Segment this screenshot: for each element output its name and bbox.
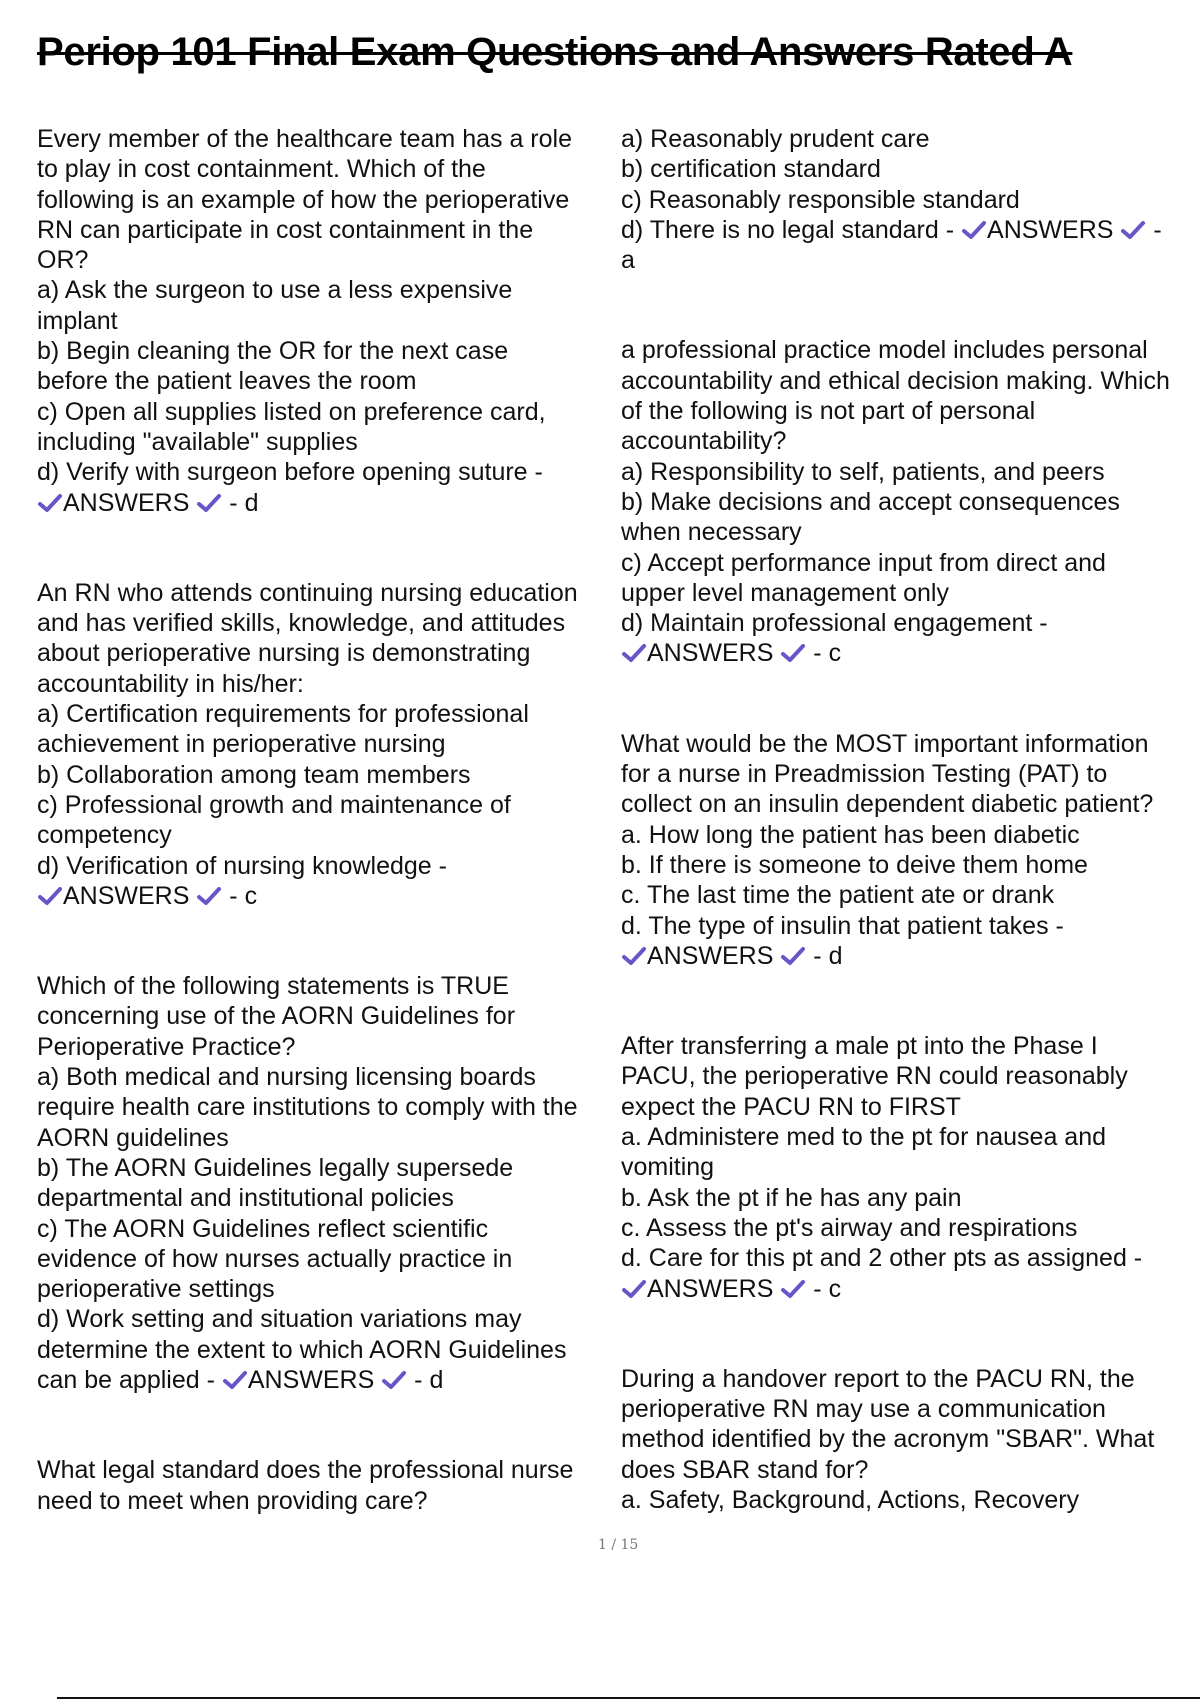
option-line: require health care institutions to comply with the bbox=[37, 1093, 578, 1122]
option-line: b. Ask the pt if he has any pain bbox=[621, 1183, 962, 1212]
option-line: a) Both medical and nursing licensing boards bbox=[37, 1063, 536, 1092]
option-line: b) The AORN Guidelines legally supersede bbox=[37, 1153, 514, 1182]
answers-label: ANSWERS bbox=[247, 1365, 375, 1394]
option-line: competency bbox=[37, 821, 172, 850]
question-aorn-guidelines bbox=[37, 971, 605, 1395]
question-line: following is an example of how the perioperative bbox=[37, 185, 570, 214]
question-line: What legal standard does the professional nurse bbox=[37, 1456, 574, 1485]
option-line: evidence of how nurses actually practice in bbox=[37, 1244, 513, 1273]
question-line: does SBAR stand for? bbox=[621, 1455, 869, 1484]
page-number: 1 / 15 bbox=[598, 1537, 639, 1553]
question-sbar bbox=[621, 1364, 1196, 1515]
checkmark-icon bbox=[381, 1369, 407, 1391]
option-line: implant bbox=[37, 306, 118, 335]
answer-line: ANSWERS - c bbox=[37, 881, 605, 911]
spacer bbox=[621, 275, 1196, 335]
option-line: a) Ask the surgeon to use a less expensive bbox=[37, 276, 513, 305]
checkmark-icon bbox=[37, 885, 63, 907]
answer-value: a bbox=[621, 246, 635, 275]
option-line: a) Reasonably prudent care bbox=[621, 125, 930, 153]
question-legal-standard-options bbox=[621, 124, 1196, 275]
answer-value: c bbox=[244, 881, 258, 910]
option-line: c) Professional growth and maintenance of bbox=[37, 790, 511, 819]
option-line: a. Administere med to the pt for nausea and bbox=[621, 1123, 1107, 1152]
question-line: During a handover report to the PACU RN, the bbox=[621, 1364, 1135, 1393]
question-line: PACU, the perioperative RN could reasonably bbox=[621, 1062, 1128, 1091]
option-line: a) Responsibility to self, patients, and peers bbox=[621, 457, 1105, 486]
question-legal-standard bbox=[37, 1455, 605, 1516]
checkmark-icon bbox=[621, 1278, 647, 1300]
checkmark-icon bbox=[621, 642, 647, 664]
answer-value: c bbox=[828, 1274, 842, 1303]
option-line: b) certification standard bbox=[621, 155, 881, 184]
question-line: expect the PACU RN to FIRST bbox=[621, 1092, 961, 1121]
question-line: Which of the following statements is TRUE bbox=[37, 972, 509, 1001]
document-title: Periop 101 Final Exam Questions and Answers Rated A bbox=[37, 30, 1073, 74]
option-line: d) Verification of nursing knowledge - bbox=[37, 851, 447, 880]
option-line: b) Make decisions and accept consequences bbox=[621, 487, 1120, 516]
option-line: upper level management only bbox=[621, 578, 949, 607]
checkmark-icon bbox=[780, 1278, 806, 1300]
option-line: perioperative settings bbox=[37, 1275, 275, 1304]
question-line: collect on an insulin dependent diabetic patient? bbox=[621, 790, 1154, 819]
question-line: An RN who attends continuing nursing education bbox=[37, 578, 578, 607]
option-line: a) Certification requirements for professional bbox=[37, 700, 529, 729]
answer-line: can be applied - ANSWERS - d bbox=[37, 1365, 444, 1394]
answers-label: ANSWERS bbox=[63, 488, 190, 517]
answers-label: ANSWERS bbox=[987, 215, 1114, 244]
checkmark-icon bbox=[1120, 219, 1146, 241]
question-line: to play in cost containment. Which of the bbox=[37, 155, 486, 184]
answer-line: d) There is no legal standard - ANSWERS - bbox=[621, 215, 1162, 244]
answers-label: ANSWERS bbox=[647, 639, 774, 668]
answer-value: d bbox=[244, 488, 259, 517]
checkmark-icon bbox=[780, 945, 806, 967]
answers-label: ANSWERS bbox=[63, 881, 190, 910]
question-line: need to meet when providing care? bbox=[37, 1486, 428, 1515]
answer-value: d bbox=[828, 941, 843, 970]
question-line: accountability in his/her: bbox=[37, 669, 304, 698]
question-line: accountability and ethical decision making. Which bbox=[621, 366, 1170, 395]
question-line: perioperative RN may use a communication bbox=[621, 1395, 1106, 1424]
answers-label: ANSWERS bbox=[647, 1274, 774, 1303]
option-line: a. Safety, Background, Actions, Recovery bbox=[621, 1485, 1080, 1514]
footer-divider bbox=[57, 1697, 1200, 1699]
option-line: departmental and institutional policies bbox=[37, 1184, 454, 1213]
spacer bbox=[621, 669, 1196, 729]
question-line: and has verified skills, knowledge, and attitudes bbox=[37, 609, 566, 638]
answer-line: ANSWERS - d bbox=[621, 941, 1196, 971]
option-line: c. Assess the pt's airway and respirations bbox=[621, 1213, 1078, 1242]
question-line: accountability? bbox=[621, 427, 787, 456]
option-line: c) Accept performance input from direct and bbox=[621, 548, 1106, 577]
question-line: a professional practice model includes personal bbox=[621, 336, 1148, 365]
option-line: d) Verify with surgeon before opening suture - bbox=[37, 458, 543, 487]
question-line: RN can participate in cost containment in the bbox=[37, 215, 534, 244]
spacer bbox=[37, 911, 605, 971]
question-continuing-education bbox=[37, 578, 605, 911]
option-line: before the patient leaves the room bbox=[37, 367, 417, 396]
option-line: c) The AORN Guidelines reflect scientific bbox=[37, 1214, 489, 1243]
answer-value: d bbox=[429, 1365, 444, 1394]
option-line: b) Begin cleaning the OR for the next case bbox=[37, 337, 509, 366]
answer-value: c bbox=[828, 639, 842, 668]
option-line: d. Care for this pt and 2 other pts as assigned - bbox=[621, 1244, 1143, 1273]
question-line: for a nurse in Preadmission Testing (PAT) to bbox=[621, 760, 1108, 789]
option-line: d) Work setting and situation variations may bbox=[37, 1305, 522, 1334]
spacer bbox=[621, 971, 1196, 1031]
option-line: d) Maintain professional engagement - bbox=[621, 609, 1048, 638]
option-line: c) Open all supplies listed on preference card, bbox=[37, 397, 546, 426]
option-line: determine the extent to which AORN Guidelines bbox=[37, 1335, 567, 1364]
spacer bbox=[37, 1395, 605, 1455]
question-preadmission-testing bbox=[621, 729, 1196, 971]
answer-line: ANSWERS - c bbox=[621, 1274, 1196, 1304]
option-line: vomiting bbox=[621, 1153, 715, 1182]
answer-line: ANSWERS - c bbox=[621, 638, 1196, 668]
option-line: AORN guidelines bbox=[37, 1123, 229, 1152]
option-line: c. The last time the patient ate or drank bbox=[621, 881, 1055, 910]
question-personal-accountability bbox=[621, 335, 1196, 668]
checkmark-icon bbox=[961, 219, 987, 241]
checkmark-icon bbox=[780, 642, 806, 664]
question-line: Perioperative Practice? bbox=[37, 1032, 296, 1061]
option-tail: d) There is no legal standard - bbox=[621, 215, 955, 244]
question-pacu-transfer bbox=[621, 1031, 1196, 1304]
question-line: concerning use of the AORN Guidelines for bbox=[37, 1002, 516, 1031]
option-line: a. How long the patient has been diabetic bbox=[621, 820, 1080, 849]
answer-line: ANSWERS - d bbox=[37, 488, 605, 518]
spacer bbox=[37, 518, 605, 578]
left-column bbox=[37, 124, 605, 1516]
option-line: b) Collaboration among team members bbox=[37, 760, 471, 789]
right-column bbox=[621, 124, 1196, 1515]
question-line: method identified by the acronym "SBAR". What bbox=[621, 1425, 1155, 1454]
option-line: d. The type of insulin that patient takes - bbox=[621, 911, 1064, 940]
question-line: After transferring a male pt into the Phase I bbox=[621, 1032, 1098, 1061]
option-tail: can be applied - bbox=[37, 1365, 215, 1394]
option-line: including "available" supplies bbox=[37, 427, 358, 456]
checkmark-icon bbox=[37, 492, 63, 514]
question-line: about perioperative nursing is demonstrating bbox=[37, 639, 531, 668]
question-line: OR? bbox=[37, 246, 89, 275]
option-line: when necessary bbox=[621, 518, 802, 547]
checkmark-icon bbox=[621, 945, 647, 967]
question-line: of the following is not part of personal bbox=[621, 397, 1036, 426]
question-line: Every member of the healthcare team has a role bbox=[37, 125, 572, 153]
spacer bbox=[621, 1304, 1196, 1364]
question-line: What would be the MOST important information bbox=[621, 729, 1149, 758]
checkmark-icon bbox=[196, 885, 222, 907]
option-line: b. If there is someone to deive them home bbox=[621, 850, 1088, 879]
option-line: c) Reasonably responsible standard bbox=[621, 185, 1020, 214]
option-line: achievement in perioperative nursing bbox=[37, 730, 446, 759]
answers-label: ANSWERS bbox=[647, 941, 774, 970]
question-cost-containment bbox=[37, 124, 605, 518]
checkmark-icon bbox=[222, 1369, 248, 1391]
checkmark-icon bbox=[196, 492, 222, 514]
